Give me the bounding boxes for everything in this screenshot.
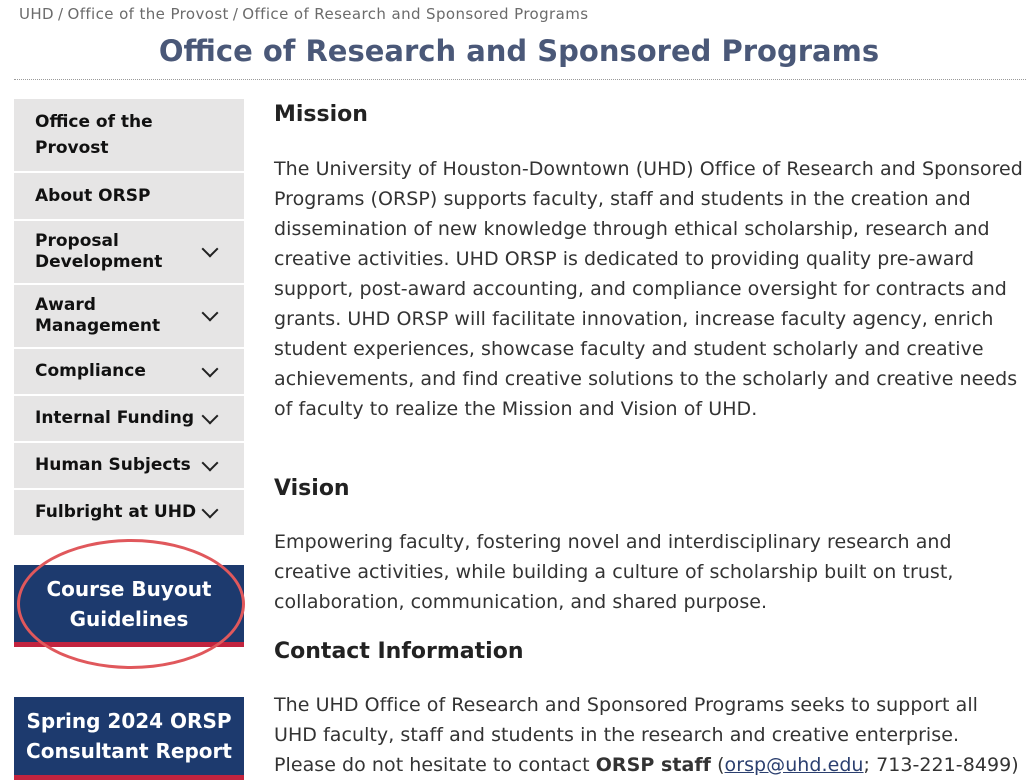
sidebar-item-human-subjects[interactable] [14,443,244,490]
vision-text: Empowering faculty, fostering novel and interdisciplinary research and creative activities, while building a culture of scholarship built on trust, collaboration, communication, and shared purpose. [274,531,954,613]
contact-line: Please do not hesitate to contact [274,754,596,776]
sidebar-item-label: Proposal Development [35,231,163,272]
sidebar-item-label: Internal Funding [35,408,195,428]
chevron-down-icon[interactable] [202,501,219,518]
breadcrumb-current: Office of Research and Sponsored Programs [242,5,589,23]
page-title: Office of Research and Sponsored Programs [158,34,880,68]
sidebar-item-compliance[interactable] [14,349,244,396]
consultant-report-button[interactable] [14,697,244,780]
sidebar-item-label: Human Subjects [35,455,191,475]
sidebar-item-award-management[interactable] [14,285,244,349]
course-buyout-guidelines-button[interactable] [14,565,244,647]
contact-line: The UHD Office of Research and Sponsored Programs seeks to support all [274,694,978,716]
sidebar-item-label: Award Management [35,295,161,336]
breadcrumb-link-provost[interactable]: Office of the Provost [67,5,229,23]
contact-paren: ( [710,754,725,776]
breadcrumb-separator: / [58,5,64,23]
contact-heading: Contact Information [274,639,524,664]
mission-heading: Mission [274,102,368,127]
breadcrumb [19,5,588,23]
title-divider [14,79,1026,80]
sidebar-item-label: Compliance [35,361,146,381]
email-link[interactable]: orsp@uhd.edu [724,754,864,776]
chevron-down-icon[interactable] [202,454,219,471]
vision-heading: Vision [274,476,350,501]
sidebar-item-about-orsp[interactable] [14,173,244,221]
contact-line: UHD faculty, staff and students in the research and creative enterprise. [274,724,960,746]
sidebar-item-internal-funding[interactable] [14,396,244,443]
sidebar-item-fulbright-at-uhd[interactable] [14,490,244,537]
chevron-down-icon[interactable] [202,241,219,258]
promo-label: Course Buyout Guidelines [46,576,212,631]
chevron-down-icon[interactable] [202,360,219,377]
sidebar-nav [14,99,244,537]
sidebar-item-office-of-the-provost[interactable] [14,99,244,173]
orsp-staff-label: ORSP staff [595,754,711,776]
contact-text [274,690,1026,780]
sidebar-item-label: About ORSP [35,185,151,206]
sidebar-item-label: Fulbright at UHD [35,502,197,522]
contact-phone: ; 713-221-8499) [863,754,1019,776]
mission-text: The University of Houston-Downtown (UHD) Office of Research and Sponsored Programs (ORSP) supports faculty, staff and students in the creation and dissemination of new knowledge through ethical scholarship, research and creative activities. UHD ORSP is dedicated to providing quality pre-award support, post-award accounting, and compliance oversight for contracts and grants. UHD ORSP will facilitate innovation, increase faculty agency, enrich student experiences, showcase faculty and student scholarly and creative achievements, and find creative solutions to the scholarly and creative needs of faculty to realize the Mission and Vision of UHD. [274,158,1023,420]
chevron-down-icon[interactable] [202,407,219,424]
sidebar-item-label: Office of the Provost [35,112,153,158]
chevron-down-icon[interactable] [202,305,219,322]
sidebar-item-proposal-development[interactable] [14,221,244,285]
breadcrumb-link-uhd[interactable]: UHD [19,5,55,23]
breadcrumb-separator: / [232,5,239,23]
promo-label: Spring 2024 ORSP Consultant Report [26,709,232,763]
